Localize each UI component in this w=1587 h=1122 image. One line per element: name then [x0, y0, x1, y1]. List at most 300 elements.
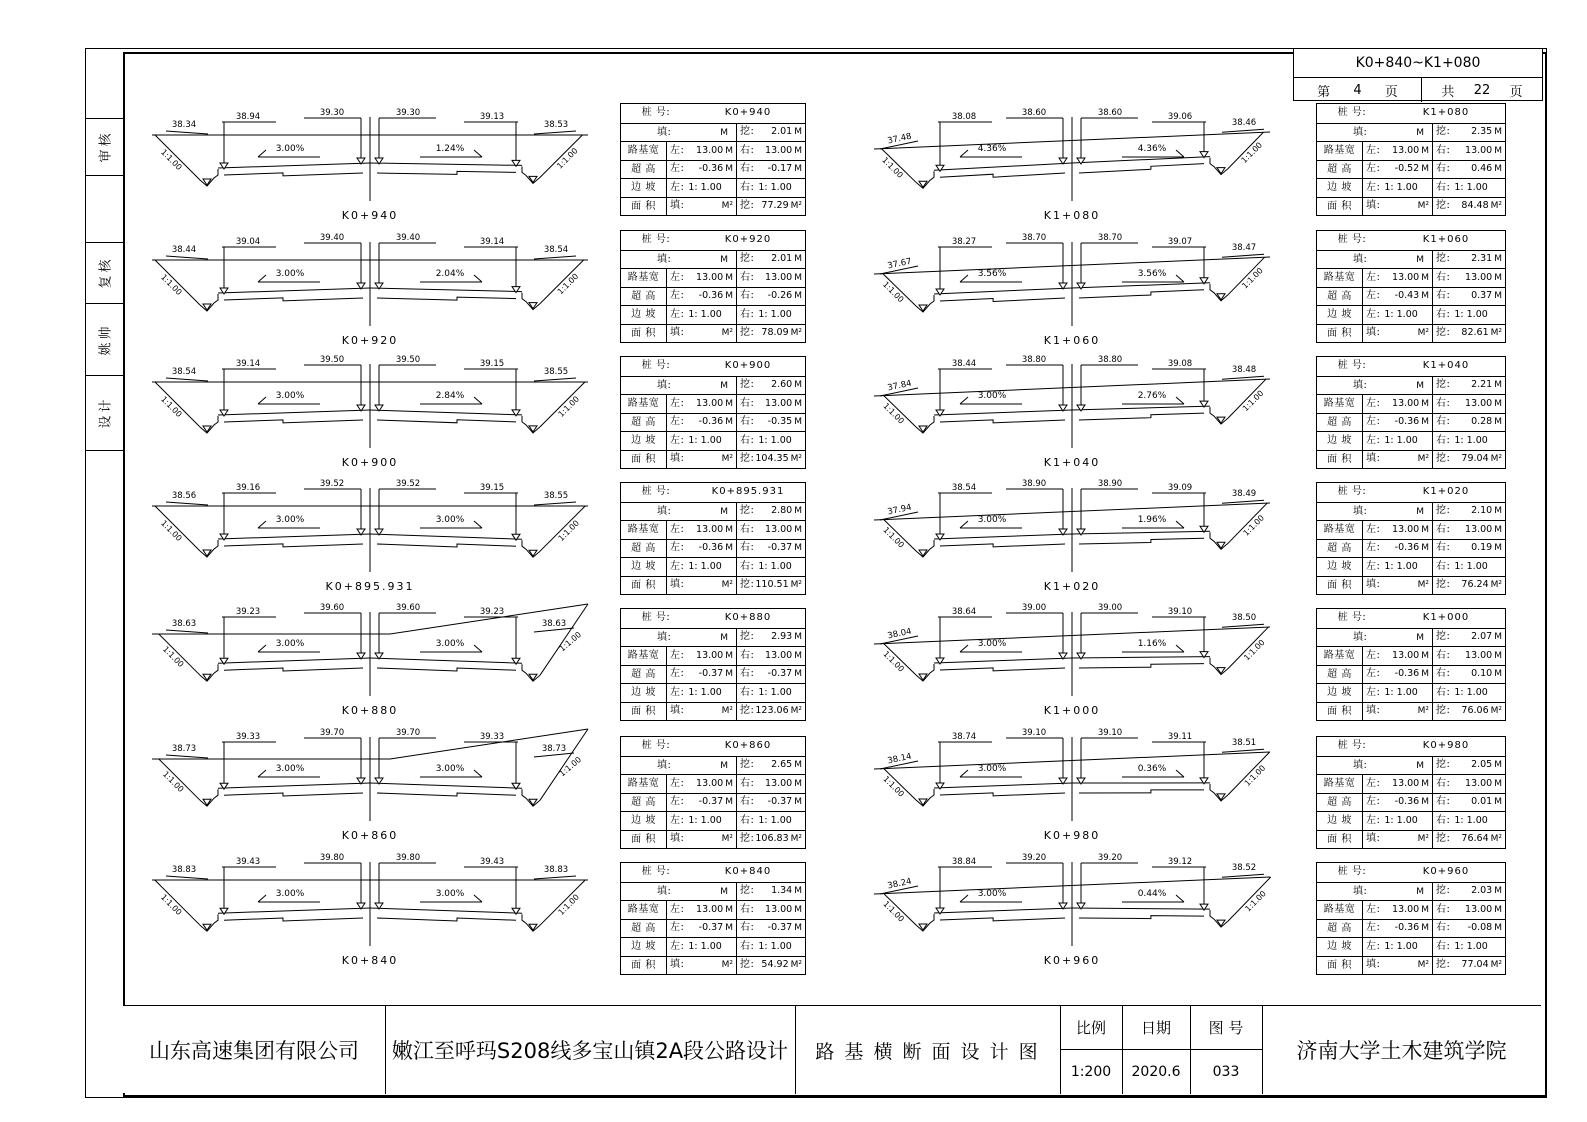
- pavement-layer-left: [940, 298, 1065, 302]
- road-surface-right: [370, 163, 522, 165]
- cut-depth-value: 2.60: [771, 379, 793, 390]
- drawing-title: 路 基 横 断 面 设 计 图: [815, 1040, 1040, 1063]
- slope-right-value: 1: 1.00: [1454, 814, 1488, 826]
- slope-percent-label: 3.56%: [1137, 269, 1167, 279]
- drawing-line: [1176, 770, 1184, 777]
- elevation-label: 38.49: [1231, 489, 1257, 500]
- fill-cell: 填: M: [1317, 377, 1433, 395]
- station-label: K0+920: [341, 334, 399, 347]
- side-slope-row: 边 坡 左: 1: 1.00 右: 1: 1.00: [621, 431, 805, 450]
- station-label: K1+060: [1043, 334, 1101, 347]
- ditch-left: [916, 540, 934, 557]
- slope-right-value: 1: 1.00: [758, 434, 792, 446]
- elevation-label: 38.50: [1231, 613, 1257, 624]
- super-right-value: 0.28: [1471, 416, 1493, 427]
- roadbed-width-row: 路基宽 左: 13.00 M 右: 13.00 M: [1317, 141, 1505, 160]
- area-row: 面 积 填: M² 挖: 110.51 M²: [621, 576, 805, 595]
- cut-depth-value: 2.35: [1471, 126, 1493, 137]
- slope-ratio-label: 1:1.00: [159, 272, 184, 297]
- width-left-value: 13.00: [1392, 649, 1420, 661]
- road-surface-right: [370, 658, 522, 663]
- station-row: [1317, 483, 1505, 502]
- elevation-label: 39.10: [1097, 728, 1123, 738]
- ditch-left: [200, 169, 218, 186]
- station-value: K0+840: [724, 866, 772, 877]
- side-slope-row: 边 坡 左: 1: 1.00 右: 1: 1.00: [1317, 431, 1505, 450]
- slope-percent-label: 4.36%: [1137, 144, 1167, 154]
- area-cut-value: 77.04: [1461, 959, 1489, 970]
- sidebar-cell-recheck-name: [85, 303, 123, 375]
- super-left-value: -0.36: [1394, 416, 1420, 427]
- station-label: K0+980: [1043, 829, 1101, 842]
- station-label: K1+040: [1043, 456, 1101, 469]
- elevation-label: 38.74: [951, 732, 977, 742]
- elevation-label: 38.04: [886, 626, 913, 642]
- cross-section-diagram: [150, 352, 590, 476]
- slope-ratio-label: 1:1.00: [1243, 889, 1268, 914]
- width-left-value: 13.00: [696, 397, 724, 409]
- cut-depth-value: 2.03: [1471, 885, 1493, 896]
- cut-cell: 挖: 2.35 M: [1433, 124, 1505, 142]
- cut-cell: 挖: 2.03 M: [1433, 883, 1505, 901]
- section-data-table: [1316, 482, 1506, 595]
- super-left-value: -0.37: [698, 922, 724, 933]
- super-right-value: 0.19: [1471, 542, 1493, 553]
- slope-percent-label: 3.56%: [977, 269, 1007, 279]
- cut-depth-value: 2.80: [771, 505, 793, 516]
- elevation-label: 38.90: [1097, 479, 1123, 489]
- drawing-line: [474, 895, 482, 902]
- slope-percent-label: 3.00%: [977, 639, 1007, 649]
- section-data-table: [1316, 736, 1506, 849]
- slope-left-value: 1: 1.00: [1384, 181, 1418, 193]
- station-row: [621, 863, 805, 882]
- road-surface-right: [1072, 908, 1210, 909]
- station-range: K0+840~K1+080: [1294, 49, 1542, 78]
- roadbed-width-row: 路基宽 左: 13.00 M 右: 13.00 M: [621, 268, 805, 287]
- elevation-label: 38.90: [1021, 479, 1047, 489]
- cut-depth-value: 2.65: [771, 759, 793, 770]
- station-row: [621, 737, 805, 756]
- area-cut-value: 110.51: [755, 579, 789, 590]
- super-right-value: 0.37: [1471, 290, 1493, 301]
- side-slope-row: 边 坡 左: 1: 1.00 右: 1: 1.00: [1317, 305, 1505, 324]
- cut-depth-value: 1.34: [771, 885, 793, 896]
- slope-percent-label: 3.00%: [275, 639, 305, 649]
- pavement-layer-right: [377, 420, 516, 423]
- pavement-layer-right: [1079, 164, 1204, 173]
- station-row-label: 桩 号:: [1337, 234, 1367, 245]
- institute-name: 济南大学土木建筑学院: [1296, 1039, 1507, 1063]
- road-surface-right: [370, 908, 522, 913]
- side-slope-row: 边 坡 左: 1: 1.00 右: 1: 1.00: [1317, 811, 1505, 830]
- ditch-right: [1210, 407, 1228, 424]
- area-cut-value: 106.83: [755, 833, 789, 844]
- cut-depth-value: 2.07: [1471, 631, 1493, 642]
- cut-cell: 挖: 2.07 M: [1433, 629, 1505, 647]
- drawing-line: [258, 521, 266, 528]
- drawing-line: [474, 150, 482, 157]
- width-right-value: 13.00: [765, 397, 793, 409]
- fill-cell: 填: M: [1317, 251, 1433, 269]
- station-row: [621, 104, 805, 123]
- slope-ratio-label: 1:1.00: [880, 155, 905, 180]
- area-row: 面 积 填: M² 挖: 84.48 M²: [1317, 197, 1505, 216]
- slope-ratio-label: 1:1.00: [1240, 266, 1265, 291]
- elevation-label: 38.48: [1231, 365, 1257, 376]
- road-surface-left: [934, 908, 1072, 913]
- ditch-left: [200, 294, 218, 311]
- slope-percent-label: 1.16%: [1137, 639, 1167, 649]
- width-right-value: 13.00: [765, 271, 793, 283]
- road-surface-right: [370, 410, 522, 415]
- fill-cell: 填: M: [621, 377, 737, 395]
- pavement-layer-left: [224, 793, 363, 796]
- slope-ratio-label: 1:1.00: [555, 146, 580, 171]
- cross-section-diagram: [150, 600, 590, 724]
- page-prefix: 第: [1317, 84, 1331, 100]
- section-data-table: [1316, 356, 1506, 469]
- section-data-table: [620, 736, 806, 849]
- drawing-line: [1176, 521, 1184, 528]
- elevation-label: 38.70: [1021, 233, 1047, 243]
- pavement-layer-left: [224, 298, 363, 301]
- slope-right-value: 1: 1.00: [1454, 560, 1488, 572]
- side-slope-row: 边 坡 左: 1: 1.00 右: 1: 1.00: [621, 811, 805, 830]
- cross-section-diagram: [872, 230, 1272, 354]
- ditch-left: [200, 914, 218, 931]
- elevation-label: 38.54: [171, 367, 197, 377]
- cut-slope-left: [155, 506, 200, 551]
- cut-cell: 挖: 2.31 M: [1433, 251, 1505, 269]
- area-cut-value: 79.04: [1461, 453, 1489, 464]
- pavement-layer-right: [377, 793, 516, 796]
- elevation-label: 38.53: [543, 120, 569, 130]
- cut-cell: 挖: 2.01 M: [737, 124, 805, 142]
- super-left-value: -0.52: [1394, 163, 1420, 174]
- roadbed-width-row: 路基宽 左: 13.00 M 右: 13.00 M: [1317, 900, 1505, 919]
- elevation-label: 39.14: [479, 237, 505, 247]
- slope-left-value: 1: 1.00: [1384, 434, 1418, 446]
- elevation-label: 38.63: [171, 619, 197, 629]
- elevation-label: 38.44: [951, 359, 977, 369]
- area-row: 面 积 填: M² 挖: 123.06 M²: [621, 702, 805, 721]
- drawing-line: [474, 770, 482, 777]
- slope-percent-label: 2.84%: [435, 391, 465, 401]
- area-cut-value: 54.92: [761, 959, 789, 970]
- road-surface-right: [1072, 657, 1210, 658]
- side-slope-row: 边 坡 左: 1: 1.00 右: 1: 1.00: [621, 557, 805, 576]
- cut-depth-value: 2.10: [1471, 505, 1493, 516]
- elevation-label: 39.40: [395, 233, 421, 243]
- elevation-label: 38.64: [951, 607, 977, 617]
- drawing-line: [1176, 397, 1184, 404]
- elevation-label: 39.50: [395, 355, 421, 365]
- fill-cut-row: [1317, 502, 1505, 521]
- slope-ratio-label: 1:1.00: [881, 774, 906, 799]
- slope-percent-label: 0.44%: [1137, 889, 1167, 899]
- station-row: [1317, 104, 1505, 123]
- slope-percent-label: 3.00%: [275, 764, 305, 774]
- station-value: K0+880: [724, 612, 772, 623]
- road-surface-left: [934, 658, 1072, 663]
- slope-right-value: 1: 1.00: [1454, 434, 1488, 446]
- slope-percent-label: 3.00%: [275, 889, 305, 899]
- station-row-label: 桩 号:: [641, 234, 671, 245]
- slope-right-value: 1: 1.00: [1454, 181, 1488, 193]
- fill-cell: 填: M: [621, 883, 737, 901]
- slope-percent-label: 3.00%: [977, 764, 1007, 774]
- date-value: 2020.6: [1131, 1063, 1181, 1080]
- slope-ratio-label: 1:1.00: [556, 394, 581, 419]
- elevation-label: 38.14: [886, 751, 913, 767]
- elevation-label: 39.08: [1167, 359, 1193, 369]
- cut-slope-left: [155, 382, 200, 427]
- roadbed-width-row: 路基宽 左: 13.00 M 右: 13.00 M: [621, 900, 805, 919]
- slope-percent-label: 2.04%: [435, 269, 465, 279]
- road-surface-right: [370, 288, 522, 292]
- station-row-label: 桩 号:: [641, 866, 671, 877]
- ditch-left: [200, 789, 218, 806]
- road-surface-right: [370, 534, 522, 539]
- cross-section-diagram: [150, 476, 590, 600]
- cut-cell: 挖: 2.01 M: [737, 251, 805, 269]
- cut-cell: 挖: 2.65 M: [737, 757, 805, 775]
- station-row-label: 桩 号:: [641, 740, 671, 751]
- width-left-value: 13.00: [1392, 144, 1420, 156]
- ditch-right: [1210, 910, 1228, 927]
- elevation-label: 38.34: [171, 120, 197, 130]
- width-right-value: 13.00: [1465, 649, 1493, 661]
- elevation-label: 38.94: [235, 112, 261, 122]
- cross-section-diagram: [872, 600, 1272, 724]
- drawing-line: [474, 521, 482, 528]
- width-left-value: 13.00: [1392, 777, 1420, 789]
- elevation-label: 38.27: [951, 237, 977, 247]
- width-right-value: 13.00: [1465, 397, 1493, 409]
- super-left-value: -0.36: [698, 163, 724, 174]
- station-label: K1+080: [1043, 209, 1101, 222]
- slope-percent-label: 3.00%: [275, 144, 305, 154]
- width-left-value: 13.00: [696, 649, 724, 661]
- drawing-line: [960, 645, 968, 652]
- slope-percent-label: 3.00%: [977, 391, 1007, 401]
- fill-cut-row: [621, 376, 805, 395]
- slope-right-value: 1: 1.00: [758, 181, 792, 193]
- pavement-layer-right: [1079, 290, 1204, 298]
- fill-cell: 填: M: [621, 629, 737, 647]
- roadbed-width-row: 路基宽 左: 13.00 M 右: 13.00 M: [621, 774, 805, 793]
- station-label: K0+960: [1043, 954, 1101, 967]
- station-row-label: 桩 号:: [1337, 612, 1367, 623]
- width-right-value: 13.00: [765, 777, 793, 789]
- pavement-layer-right: [377, 297, 516, 300]
- area-row: 面 积 填: M² 挖: 82.61 M²: [1317, 324, 1505, 343]
- drawing-line: [960, 275, 968, 282]
- elevation-label: 38.55: [543, 491, 569, 501]
- station-row-label: 桩 号:: [1337, 107, 1367, 118]
- station-row-label: 桩 号:: [1337, 740, 1367, 751]
- page-number: 4: [1353, 82, 1362, 98]
- elevation-label: 39.80: [319, 853, 345, 863]
- slope-left-value: 1: 1.00: [1384, 940, 1418, 952]
- slope-ratio-label: 1:1.00: [557, 755, 584, 779]
- slope-left-value: 1: 1.00: [688, 686, 722, 698]
- width-right-value: 13.00: [765, 903, 793, 915]
- super-right-value: 0.10: [1471, 668, 1493, 679]
- station-value: K0+920: [724, 234, 772, 245]
- super-right-value: 0.46: [1471, 163, 1493, 174]
- roadbed-width-row: 路基宽 左: 13.00 M 右: 13.00 M: [621, 520, 805, 539]
- station-label: K0+840: [341, 954, 399, 967]
- elevation-label: 39.09: [1167, 483, 1193, 493]
- slope-right-value: 1: 1.00: [758, 686, 792, 698]
- superelevation-row: 超 高 左: -0.36 M 右: -0.35 M: [621, 413, 805, 432]
- elevation-label: 38.54: [543, 245, 569, 255]
- slope-ratio-label: 1:1.00: [1242, 637, 1267, 663]
- page-info-box: [1293, 48, 1543, 101]
- drawing-line: [960, 521, 968, 528]
- station-value: K1+060: [1422, 234, 1470, 245]
- drawing-line: [1222, 500, 1264, 503]
- slope-percent-label: 3.00%: [275, 391, 305, 401]
- cut-slope-right: [540, 729, 588, 800]
- super-right-value: -0.37: [767, 668, 793, 679]
- width-right-value: 13.00: [1465, 523, 1493, 535]
- side-slope-row: 边 坡 左: 1: 1.00 右: 1: 1.00: [1317, 683, 1505, 702]
- slope-right-value: 1: 1.00: [1454, 686, 1488, 698]
- superelevation-row: 超 高 左: -0.36 M 右: -0.37 M: [621, 539, 805, 558]
- super-left-value: -0.36: [698, 542, 724, 553]
- station-value: K0+900: [724, 360, 772, 371]
- elevation-label: 38.83: [543, 865, 569, 875]
- area-row: 面 积 填: M² 挖: 106.83 M²: [621, 830, 805, 849]
- super-left-value: -0.36: [1394, 796, 1420, 807]
- cross-section-diagram: [872, 476, 1272, 600]
- roadbed-width-row: 路基宽 左: 13.00 M 右: 13.00 M: [1317, 394, 1505, 413]
- elevation-label: 39.30: [395, 108, 421, 118]
- cut-slope-right: [540, 506, 585, 551]
- elevation-label: 39.20: [1097, 853, 1123, 863]
- strip-line: [85, 175, 123, 176]
- elevation-label: 39.30: [319, 108, 345, 118]
- road-surface-left: [934, 163, 1072, 170]
- slope-left-value: 1: 1.00: [1384, 814, 1418, 826]
- slope-ratio-label: 1:1.00: [160, 769, 186, 795]
- drawing-line: [534, 256, 576, 259]
- road-surface-left: [934, 288, 1072, 294]
- elevation-label: 38.52: [1231, 863, 1257, 874]
- cut-cell: 挖: 2.10 M: [1433, 503, 1505, 521]
- drawing-line: [166, 630, 208, 633]
- slope-left-value: 1: 1.00: [688, 434, 722, 446]
- elevation-label: 39.80: [395, 853, 421, 863]
- strip-line: [85, 450, 123, 451]
- elevation-label: 38.80: [1021, 355, 1047, 365]
- super-left-value: -0.37: [698, 668, 724, 679]
- drawing-line: [1222, 874, 1264, 877]
- width-right-value: 13.00: [765, 649, 793, 661]
- elevation-label: 39.23: [235, 607, 261, 617]
- road-surface-left: [218, 908, 370, 913]
- width-left-value: 13.00: [1392, 397, 1420, 409]
- elevation-label: 39.10: [1167, 607, 1193, 617]
- total-suffix: 页: [1509, 84, 1523, 100]
- elevation-label: 39.16: [235, 483, 261, 493]
- slope-ratio-label: 1:1.00: [1240, 388, 1266, 414]
- cut-slope-right: [540, 604, 588, 675]
- superelevation-row: 超 高 左: -0.36 M 右: 0.19 M: [1317, 539, 1505, 558]
- ditch-right: [522, 166, 540, 183]
- road-surface-left: [934, 410, 1072, 415]
- fill-cut-row: [1317, 250, 1505, 269]
- cross-section-diagram: [150, 105, 590, 229]
- elevation-label: 39.14: [235, 359, 261, 369]
- ditch-left: [200, 416, 218, 433]
- fill-cut-row: [1317, 376, 1505, 395]
- slope-percent-label: 4.36%: [977, 144, 1007, 154]
- slope-ratio-label: 1:1.00: [557, 630, 584, 654]
- slope-left-value: 1: 1.00: [688, 814, 722, 826]
- cut-slope-right: [540, 135, 582, 177]
- pavement-layer-right: [1079, 916, 1204, 919]
- fill-cell: 填: M: [621, 757, 737, 775]
- roadbed-width-row: 路基宽 左: 13.00 M 右: 13.00 M: [1317, 268, 1505, 287]
- elevation-label: 38.84: [951, 857, 977, 867]
- section-data-table: [1316, 103, 1506, 216]
- super-left-value: -0.36: [698, 416, 724, 427]
- ditch-right: [522, 789, 540, 806]
- page-suffix: 页: [1384, 84, 1398, 100]
- elevation-label: 39.60: [395, 603, 421, 613]
- elevation-label: 38.60: [1097, 108, 1123, 118]
- ditch-right: [1210, 158, 1228, 175]
- area-row: 面 积 填: M² 挖: 76.06 M²: [1317, 702, 1505, 721]
- slope-ratio-label: 1:1.00: [556, 892, 582, 918]
- area-cut-value: 123.06: [755, 705, 789, 716]
- station-value: K1+000: [1422, 612, 1470, 623]
- fill-cut-row: [621, 502, 805, 521]
- width-right-value: 13.00: [765, 144, 793, 156]
- superelevation-row: 超 高 左: -0.37 M 右: -0.37 M: [621, 665, 805, 684]
- ditch-left: [200, 664, 218, 681]
- ditch-right: [522, 293, 540, 310]
- width-left-value: 13.00: [696, 271, 724, 283]
- slope-ratio-label: 1:1.00: [159, 147, 184, 172]
- drawing-line: [534, 131, 576, 134]
- slope-ratio-label: 1:1.00: [556, 518, 582, 544]
- slope-ratio-label: 1:1.00: [158, 892, 184, 918]
- road-surface-left: [934, 534, 1072, 539]
- pavement-layer-left: [940, 420, 1065, 423]
- drawing-line: [1176, 150, 1184, 157]
- roadbed-width-row: 路基宽 左: 13.00 M 右: 13.00 M: [1317, 774, 1505, 793]
- fill-cell: 填: M: [1317, 883, 1433, 901]
- design-label: 设计: [98, 396, 114, 429]
- fill-cell: 填: M: [621, 251, 737, 269]
- cross-section-diagram: [150, 725, 590, 849]
- elevation-label: 38.63: [541, 619, 567, 629]
- cut-cell: 挖: 2.80 M: [737, 503, 805, 521]
- cut-slope-right: [540, 382, 585, 427]
- road-surface-left: [218, 658, 370, 663]
- section-data-table: [1316, 608, 1506, 721]
- side-slope-row: 边 坡 左: 1: 1.00 右: 1: 1.00: [621, 683, 805, 702]
- elevation-label: 38.08: [951, 112, 977, 122]
- section-data-table: [1316, 230, 1506, 343]
- road-surface-right: [1072, 531, 1210, 534]
- drawing-line: [1176, 275, 1184, 282]
